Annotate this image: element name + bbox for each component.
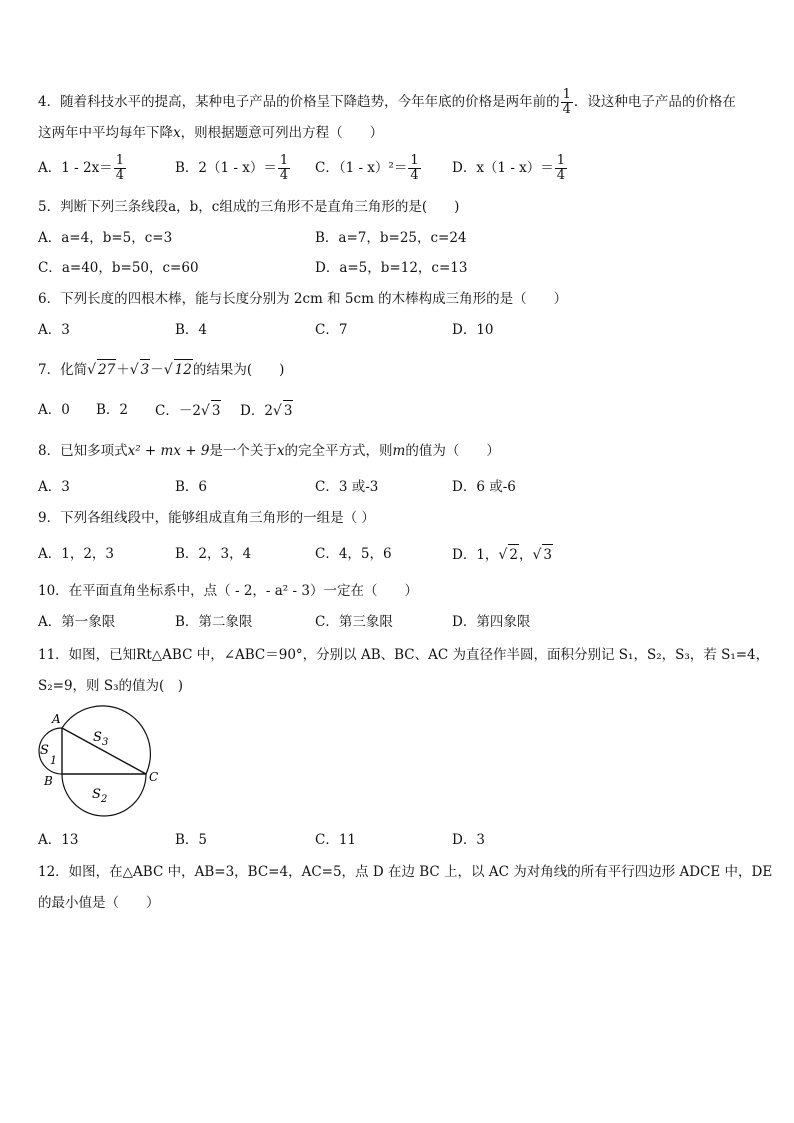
frac-den: 4	[115, 168, 124, 183]
q5-stem: 5．判断下列三条线段a，b，c组成的三角形不是直角三角形的是( )	[38, 199, 460, 215]
q8-text-d: 的值为（ ）	[405, 443, 500, 459]
q8-polynomial: x² + mx + 9	[127, 443, 210, 459]
q6-option-d: D．10	[452, 322, 494, 338]
q8-text-a: 8．已知多项式	[38, 443, 128, 459]
q8-option-a: A．3	[38, 479, 70, 495]
q8-text-c: 的完全平方式，则	[284, 443, 393, 459]
q6-option-a: A．3	[38, 322, 70, 338]
q9-option-d	[452, 544, 553, 565]
label-s3-sub: 3	[102, 737, 109, 748]
q5-option-a: A．a=4，b=5，c=3	[38, 230, 173, 246]
q7-opt-c-text: C．－2	[155, 403, 201, 419]
q9-option-a: A．1，2，3	[38, 546, 115, 562]
frac-num: 1	[556, 153, 566, 168]
q4-option-b	[175, 154, 291, 183]
q4-opt-a-text: A．1 - 2x＝	[38, 160, 113, 176]
q4-text-d: ，则根据题意可列出方程（ ）	[180, 125, 384, 141]
q4-option-a	[38, 154, 127, 183]
q8-text-b: 是一个关于	[209, 443, 277, 459]
q4-var: x	[173, 125, 181, 141]
q7-plus: ＋	[116, 362, 130, 378]
q7-opt-d-text: D．2	[240, 403, 273, 419]
q7-option-c	[155, 400, 221, 421]
q8-var-x: x	[276, 443, 285, 459]
sqrt-icon: √	[532, 547, 542, 563]
q8-option-d: D．6 或-6	[452, 479, 516, 495]
sqrt-icon: √	[163, 362, 173, 378]
q7-opt-d-radicand: 3	[283, 400, 294, 421]
q4-stem-line2	[38, 123, 383, 143]
frac-num: 1	[410, 153, 419, 168]
label-b: B	[44, 774, 53, 788]
q9-opt-d-radicand-2: 3	[542, 544, 553, 565]
q11-option-c: C．11	[315, 832, 357, 848]
q10-option-b: B．第二象限	[175, 614, 253, 630]
q4-text-b: ．设这种电子产品的价格在	[573, 94, 736, 110]
q9-option-c: C．4，5，6	[315, 546, 392, 562]
q12-stem-line1: 12．如图，在△ABC 中，AB=3，BC=4，AC=5，点 D 在边 BC 上，以 AC 为对角线的所有平行四边形 ADCE 中，DE	[38, 864, 773, 880]
q11-option-d: D．3	[452, 832, 485, 848]
label-c: C	[149, 770, 159, 784]
q8-option-b: B．6	[175, 479, 208, 495]
q4-text-a: 4．随着科技水平的提高，某种电子产品的价格呈下降趋势，今年年底的价格是两年前的	[38, 94, 560, 110]
q6-option-c: C．7	[315, 322, 348, 338]
q10-option-c: C．第三象限	[315, 614, 393, 630]
q11-stem-line2: S₂=9，则 S₃的值为( )	[38, 678, 184, 694]
frac-num: 1	[562, 87, 571, 102]
q4-opt-c-frac	[408, 154, 420, 183]
q8-var-m: m	[392, 443, 406, 459]
q7-radicand-1: 27	[97, 359, 116, 380]
q4-opt-c-text: C．（1 - x）²＝	[315, 160, 408, 176]
q4-fraction	[561, 88, 573, 117]
frac-den: 4	[556, 168, 566, 183]
q5-option-c: C．a=40，b=50，c=60	[38, 260, 199, 276]
q7-text-a: 7．化简	[38, 362, 88, 378]
frac-den: 4	[279, 168, 289, 183]
q4-opt-a-frac	[114, 154, 126, 183]
q4-option-c	[315, 154, 422, 183]
q8-stem	[38, 441, 500, 461]
q4-stem-line1	[38, 88, 736, 117]
label-s2-sub: 2	[101, 794, 108, 805]
q4-opt-b-frac	[278, 154, 290, 183]
q7-option-a: A．0	[38, 402, 70, 418]
q7-radicand-3: 12	[174, 359, 193, 380]
q7-minus: －	[150, 362, 164, 378]
q10-option-a: A．第一象限	[38, 614, 116, 630]
q4-text-c: 这两年中平均每年下降	[38, 125, 173, 141]
q5-option-d: D．a=5，b=12，c=13	[315, 260, 468, 276]
label-s1: S	[40, 743, 49, 758]
q4-opt-d-frac	[555, 154, 567, 183]
label-a: A	[52, 712, 61, 726]
sqrt-icon: √	[129, 362, 139, 378]
q6-stem: 6．下列长度的四根木棒，能与长度分别为 2cm 和 5cm 的木棒构成三角形的是（ ）	[38, 291, 568, 307]
q11-stem-line1: 11．如图，已知Rt△ABC 中，∠ABC＝90°，分别以 AB、BC、AC 为直径作半圆，面积分别记 S₁，S₂，S₃，若 S₁=4，	[38, 647, 770, 663]
q4-option-d	[452, 154, 568, 183]
q9-opt-d-sep: ，	[518, 547, 533, 563]
q7-opt-c-radicand: 3	[211, 400, 222, 421]
label-s3: S	[93, 730, 102, 745]
q11-figure	[30, 702, 170, 822]
frac-den: 4	[410, 168, 419, 183]
q11-option-b: B．5	[175, 832, 208, 848]
frac-num: 1	[115, 153, 124, 168]
q12-stem-line2: 的最小值是（ ）	[38, 895, 160, 911]
label-s2: S	[92, 787, 101, 802]
q7-stem	[38, 359, 284, 380]
q10-option-d: D．第四象限	[452, 614, 531, 630]
q11-option-a: A．13	[38, 832, 79, 848]
frac-num: 1	[279, 153, 289, 168]
q4-opt-b-text: B．2（1 - x）＝	[175, 160, 277, 176]
sqrt-icon: √	[87, 362, 97, 378]
q9-stem: 9．下列各组线段中，能够组成直角三角形的一组是（ ）	[38, 510, 375, 526]
q7-text-b: 的结果为( )	[192, 362, 285, 378]
q7-radicand-2: 3	[140, 359, 151, 380]
q10-stem: 10．在平面直角坐标系中，点（ - 2，- a² - 3）一定在（ ）	[38, 583, 418, 599]
q7-option-b: B．2	[96, 402, 129, 418]
label-s1-sub: 1	[50, 754, 57, 767]
q8-option-c: C．3 或-3	[315, 479, 379, 495]
frac-den: 4	[562, 102, 571, 117]
q7-option-d	[240, 400, 293, 421]
q5-option-b: B．a=7，b=25，c=24	[315, 230, 467, 246]
segment-ac	[62, 728, 146, 774]
q9-option-b: B．2，3，4	[175, 546, 252, 562]
sqrt-icon: √	[498, 547, 508, 563]
sqrt-icon: √	[200, 403, 210, 419]
q6-option-b: B．4	[175, 322, 208, 338]
q9-opt-d-text: D．1，	[452, 547, 499, 563]
q4-opt-d-text: D．x（1 - x）＝	[452, 160, 554, 176]
q9-opt-d-radicand-1: 2	[508, 544, 519, 565]
sqrt-icon: √	[272, 403, 282, 419]
